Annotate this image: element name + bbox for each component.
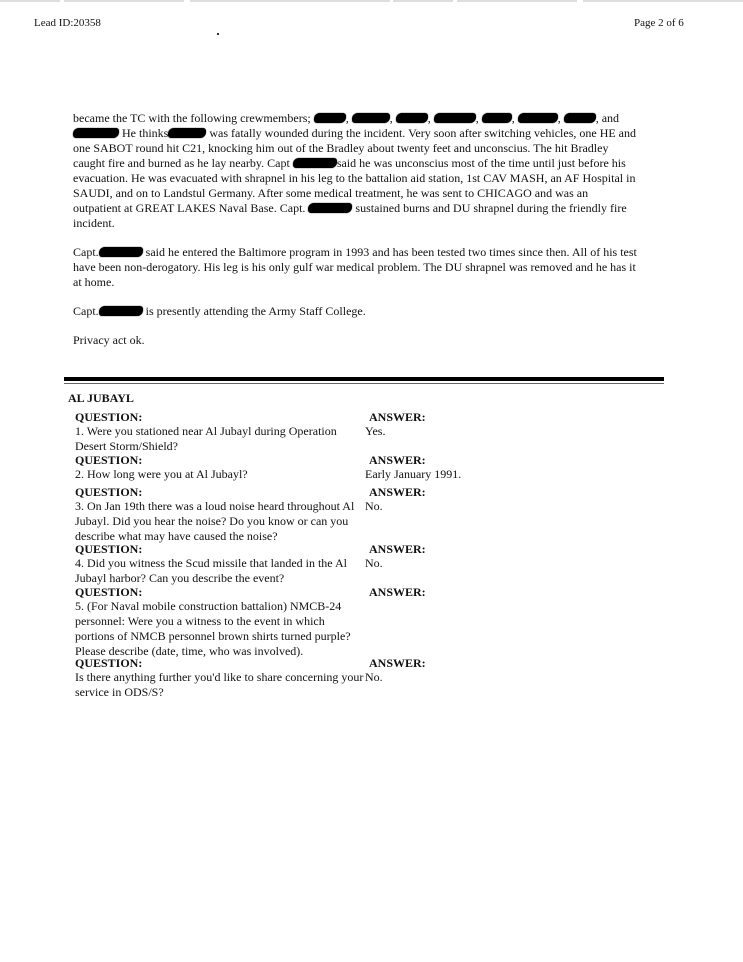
narrative-paragraph-2: Capt. said he entered the Baltimore program in 1993 and has been tested two times since then. All of his test have been non-derogatory. His leg is his only gulf war medical problem. The DU shrapnel was removed and he has it at home. — [73, 245, 637, 289]
answer-text: Early January 1991. — [365, 467, 462, 481]
answer-label: ANSWER: — [369, 656, 426, 670]
answer-text: No. — [365, 670, 383, 684]
redaction-mark — [293, 158, 337, 168]
question-text: Is there anything further you'd like to share concerning your service in ODS/S? — [75, 670, 364, 699]
section-title: AL JUBAYL — [68, 391, 134, 405]
question-label: QUESTION: — [75, 585, 143, 599]
redaction-mark — [99, 247, 143, 257]
question-text: 5. (For Naval mobile construction battalion) NMCB-24 personnel: Were you a witness to the event in which portions of NMCB personnel brown shirts turned purple? Please describe (date, time, who was involved). — [75, 599, 351, 658]
question-label: QUESTION: — [75, 410, 143, 424]
redaction-mark — [168, 128, 206, 138]
question-text: 4. Did you witness the Scud missile that landed in the Al Jubayl harbor? Can you describe the event? — [75, 556, 347, 585]
answer-label: ANSWER: — [369, 453, 426, 467]
narrative-paragraph-1: became the TC with the following crewmembers; , , , , , , , and He thinks was fatally wounded during the incident. Very soon after switching vehicles, one HE and one SABOT round hit C21, knocking him out of the Bradley about twenty feet and unconscius. The hit Bradley caught fire and burned as he lay nearby. Capt said he was unconscius most of the time until just before his evacuation. He was evacuated with shrapnel in his leg to the battalion aid station, 1st CAV MASH, an AF Hospital in SAUDI, and on to Landstul Germany. After some medical treatment, he was sent to CHICAGO and was an outpatient at GREAT LAKES Naval Base. Capt. sustained burns and DU shrapnel during the friendly fire incident. — [73, 111, 637, 230]
answer-text: No. — [365, 499, 383, 513]
answer-text: Yes. — [365, 424, 386, 438]
narrative-paragraph-3: Capt. is presently attending the Army Staff College. — [73, 304, 366, 318]
scan-speck — [217, 33, 219, 35]
redaction-mark — [314, 113, 346, 123]
narrative-body — [73, 111, 638, 362]
answer-label: ANSWER: — [369, 410, 426, 424]
redaction-mark — [518, 113, 558, 123]
section-divider — [64, 377, 664, 381]
redaction-mark — [564, 113, 596, 123]
redaction-mark — [434, 113, 476, 123]
lead-id: Lead ID:20358 — [34, 17, 101, 29]
answer-label: ANSWER: — [369, 485, 426, 499]
question-text: 1. Were you stationed near Al Jubayl during Operation Desert Storm/Shield? — [75, 424, 337, 453]
question-label: QUESTION: — [75, 542, 143, 556]
answer-label: ANSWER: — [369, 542, 426, 556]
question-label: QUESTION: — [75, 485, 143, 499]
redaction-mark — [352, 113, 390, 123]
section-divider-thin — [64, 383, 664, 384]
answer-text: No. — [365, 556, 383, 570]
redaction-mark — [396, 113, 428, 123]
question-text: 3. On Jan 19th there was a loud noise heard throughout Al Jubayl. Did you hear the noise? Do you know or can you describe what may have caused the noise? — [75, 499, 355, 543]
page-number: Page 2 of 6 — [634, 17, 684, 29]
answer-label: ANSWER: — [369, 585, 426, 599]
redaction-mark — [73, 128, 119, 138]
scan-artifact-line — [0, 0, 743, 2]
question-label: QUESTION: — [75, 656, 143, 670]
question-text: 2. How long were you at Al Jubayl? — [75, 467, 248, 481]
redaction-mark — [308, 203, 352, 213]
question-label: QUESTION: — [75, 453, 143, 467]
narrative-paragraph-4: Privacy act ok. — [73, 333, 145, 347]
redaction-mark — [99, 306, 143, 316]
redaction-mark — [482, 113, 512, 123]
